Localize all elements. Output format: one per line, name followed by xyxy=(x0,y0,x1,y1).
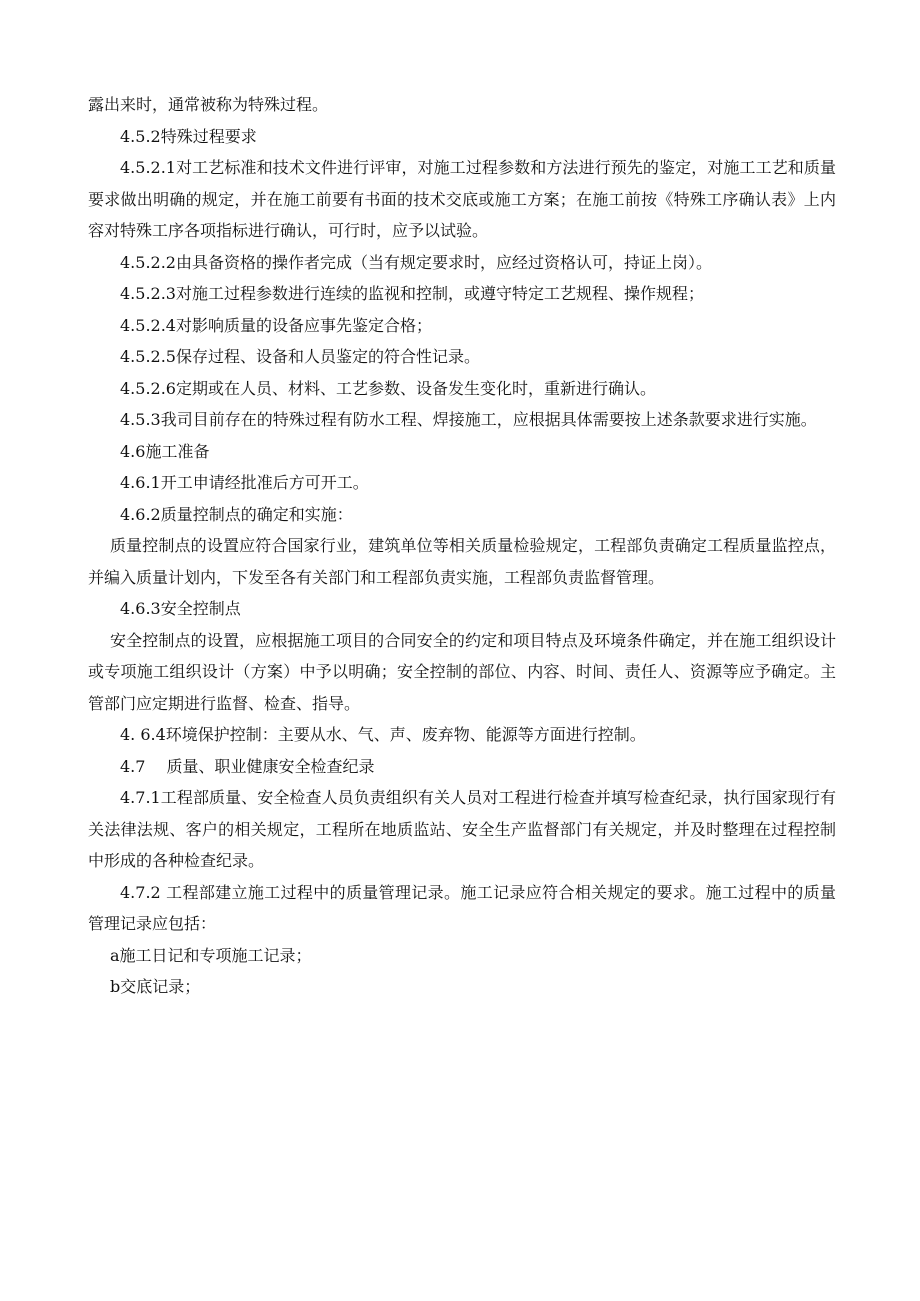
document-body xyxy=(88,89,836,1003)
list-item-a: a施工日记和专项施工记录； xyxy=(110,945,312,965)
paragraph-4-5-2-6: 4.5.2.6定期或在人员、材料、工艺参数、设备发生变化时，重新进行确认。 xyxy=(120,378,656,398)
paragraph-4-6-1: 4.6.1开工申请经批准后方可开工。 xyxy=(120,473,369,492)
heading-4-6-3: 4.6.3安全控制点 xyxy=(120,599,241,618)
paragraph-continuation: 露出来时，通常被称为特殊过程。 xyxy=(88,95,329,114)
paragraph-4-5-2-2: 4.5.2.2由具备资格的操作者完成（当有规定要求时，应经过资格认可，持证上岗）。 xyxy=(120,252,712,272)
heading-4-6: 4.6施工准备 xyxy=(120,441,210,461)
heading-4-7: 4.7 质量、职业健康安全检查纪录 xyxy=(120,756,375,776)
paragraph-4-5-2-1: 4.5.2.1对工艺标准和技术文件进行评审，对施工过程参数和方法进行预先的鉴定，对施工工艺和质量要求做出明确的规定，并在施工前要有书面的技术交底或施工方案；在施工前按《特殊工序确认表》上内容对特殊工序各项指标进行确认，可行时，应予以试验。 xyxy=(88,158,836,240)
heading-4-5-2: 4.5.2特殊过程要求 xyxy=(120,126,257,146)
paragraph-4-5-2-3: 4.5.2.3对施工过程参数进行连续的监视和控制，或遵守特定工艺规程、操作规程； xyxy=(120,284,704,303)
paragraph-quality-control-points: 质量控制点的设置应符合国家行业，建筑单位等相关质量检验规定，工程部负责确定工程质量监控点，并编入质量计划内，下发至各有关部门和工程部负责实施，工程部负责监督管理。 xyxy=(88,536,836,587)
paragraph-4-5-2-4: 4.5.2.4对影响质量的设备应事先鉴定合格； xyxy=(120,315,432,335)
list-item-b: b交底记录； xyxy=(110,977,201,996)
paragraph-safety-control-points: 安全控制点的设置，应根据施工项目的合同安全的约定和项目特点及环境条件确定，并在施工组织设计或专项施工组织设计（方案）中予以明确；安全控制的部位、内容、时间、责任人、资源等应予确定。主管部门应定期进行监督、检查、指导。 xyxy=(88,630,836,713)
paragraph-4-5-2-5: 4.5.2.5保存过程、设备和人员鉴定的符合性记录。 xyxy=(120,347,480,366)
paragraph-4-5-3: 4.5.3我司目前存在的特殊过程有防水工程、焊接施工，应根据具体需要按上述条款要求进行实施。 xyxy=(120,410,817,429)
heading-4-6-2: 4.6.2质量控制点的确定和实施： xyxy=(120,504,353,524)
paragraph-4-7-2: 4.7.2 工程部建立施工过程中的质量管理记录。施工记录应符合相关规定的要求。施工过程中的质量管理记录应包括： xyxy=(88,882,836,933)
paragraph-4-7-1: 4.7.1工程部质量、安全检查人员负责组织有关人员对工程进行检查并填写检查纪录，执行国家现行有关法律法规、客户的相关规定，工程所在地质监站、安全生产监督部门有关规定，并及时整理在过程控制中形成的各种检查纪录。 xyxy=(88,788,836,870)
paragraph-4-6-4: 4. 6.4环境保护控制：主要从水、气、声、废弃物、能源等方面进行控制。 xyxy=(120,725,646,744)
